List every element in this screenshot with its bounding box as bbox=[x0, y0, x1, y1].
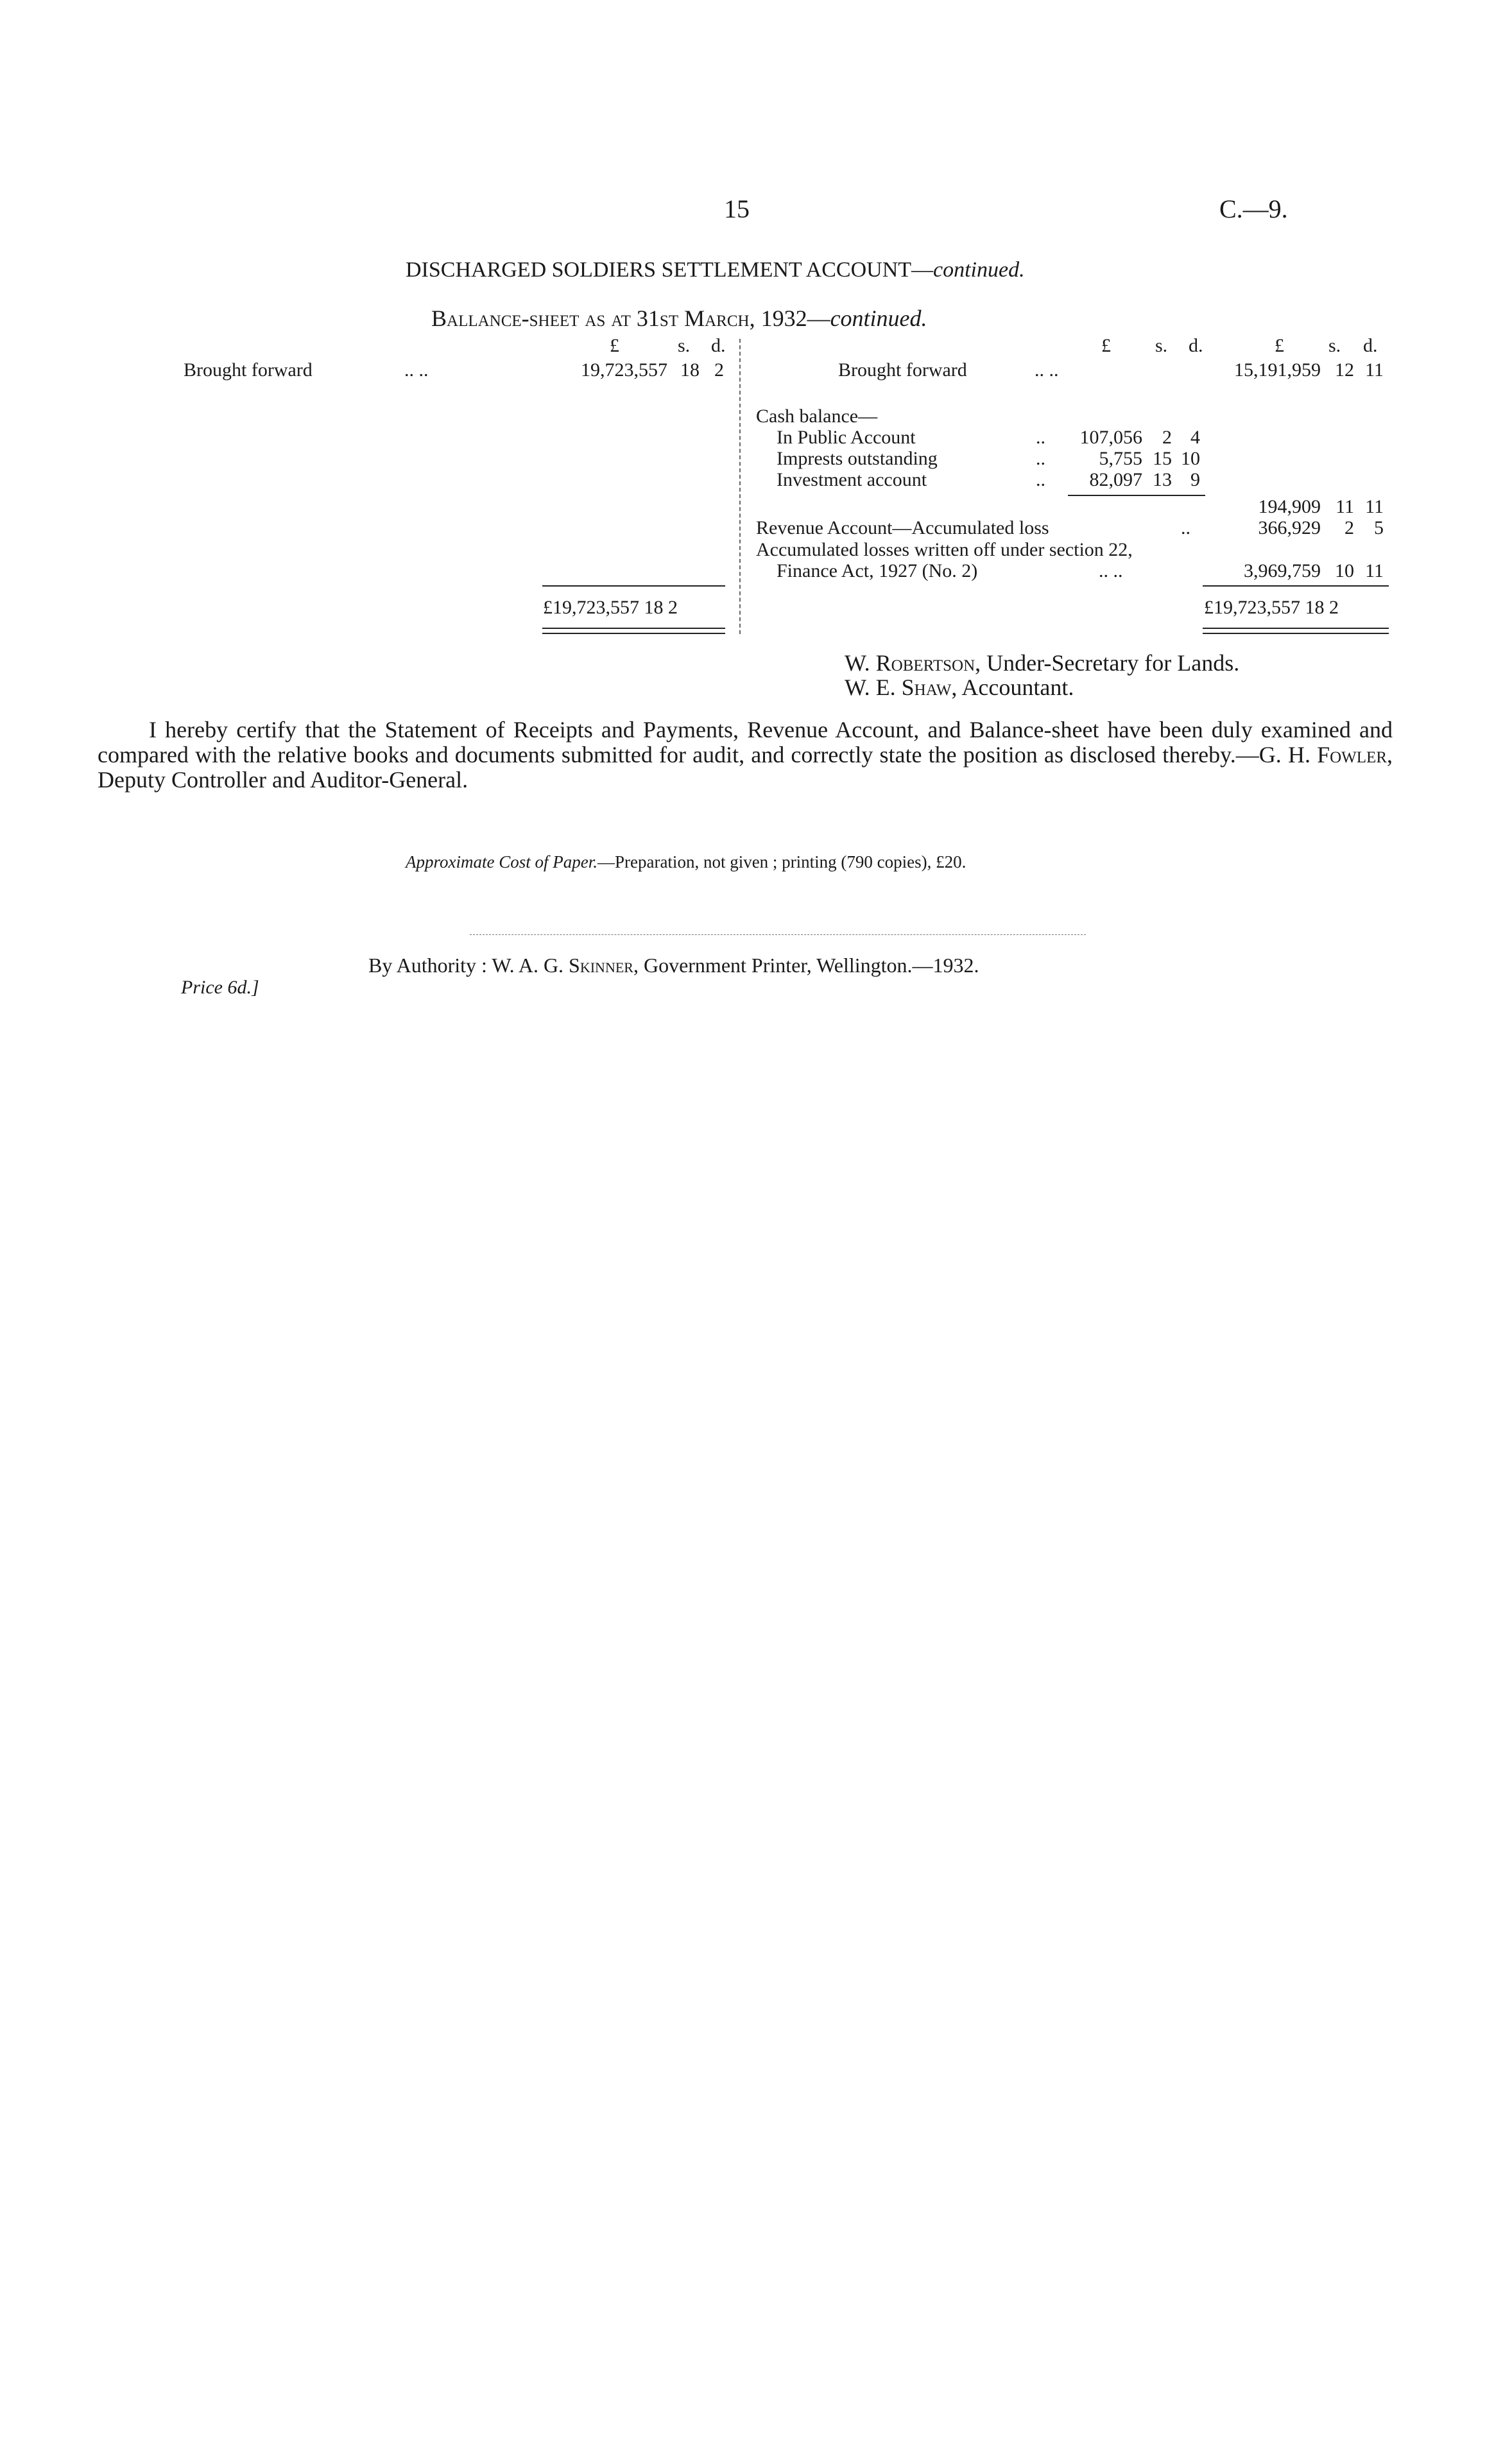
losses-shillings: 10 bbox=[1335, 560, 1354, 581]
page-number: 15 bbox=[724, 194, 750, 223]
authority-prefix: By Authority : W. A. G. bbox=[368, 954, 569, 977]
signature-name: W. Robertson, bbox=[845, 650, 981, 676]
cash-item-shillings: 2 bbox=[1162, 427, 1172, 448]
account-title bbox=[406, 258, 1025, 282]
cash-item-pence: 4 bbox=[1190, 427, 1200, 448]
cash-item-pounds: 82,097 bbox=[1089, 469, 1142, 490]
right-col-s-2: s. bbox=[1328, 335, 1341, 356]
printer-name: Skinner, bbox=[569, 954, 639, 977]
cash-subtotal-rule bbox=[1068, 495, 1205, 496]
left-brought-forward-leader: .. .. bbox=[404, 359, 429, 381]
signature-robertson bbox=[845, 649, 1239, 676]
cash-item-pounds: 5,755 bbox=[1099, 448, 1142, 469]
report-code: C.—9. bbox=[1219, 194, 1288, 223]
revenue-account-pence: 5 bbox=[1374, 517, 1384, 538]
account-title-main: DISCHARGED SOLDIERS SETTLEMENT ACCOUNT— bbox=[406, 258, 934, 282]
price: Price 6d.] bbox=[181, 977, 259, 998]
left-bf-shillings: 18 bbox=[680, 359, 700, 381]
balance-sheet-title bbox=[431, 305, 927, 332]
authority-suffix: Government Printer, Wellington.—1932. bbox=[638, 954, 979, 977]
right-col-d-1: d. bbox=[1189, 335, 1203, 356]
auditor-certificate bbox=[98, 717, 1393, 793]
signature-title: Accountant. bbox=[957, 674, 1074, 700]
certificate-text-end: Deputy Controller and Auditor-General. bbox=[98, 767, 468, 793]
left-col-s: s. bbox=[678, 335, 691, 356]
losses-label-line2: Finance Act, 1927 (No. 2) bbox=[777, 560, 978, 581]
cash-item-label: Imprests outstanding bbox=[777, 448, 938, 469]
cash-item-pounds: 107,056 bbox=[1079, 427, 1142, 448]
cost-note bbox=[406, 852, 966, 872]
left-col-pound: £ bbox=[610, 335, 619, 356]
left-brought-forward-label: Brought forward bbox=[184, 359, 313, 381]
right-bf-pence: 11 bbox=[1365, 359, 1384, 381]
certificate-text: I hereby certify that the Statement of Receipts and Payments, Revenue Account, and Balance-sheet have been duly examined and compared with the relative books and documents submitted for audit, and correctly state the position as disclosed thereby.—G. H. bbox=[98, 717, 1393, 768]
losses-pounds: 3,969,759 bbox=[1244, 560, 1321, 581]
revenue-account-label: Revenue Account—Accumulated loss bbox=[756, 517, 1049, 538]
cost-note-text: —Preparation, not given ; printing (790 copies), £20. bbox=[597, 852, 966, 871]
right-col-pound-1: £ bbox=[1101, 335, 1111, 356]
cash-subtotal-pence: 11 bbox=[1365, 496, 1384, 517]
cash-item-pence: 9 bbox=[1190, 469, 1200, 490]
cash-item-leader: .. bbox=[1036, 469, 1045, 490]
cash-item-leader: .. bbox=[1036, 427, 1045, 448]
signature-title: Under-Secretary for Lands. bbox=[981, 650, 1240, 676]
cost-note-label: Approximate Cost of Paper. bbox=[406, 852, 597, 871]
cash-item-label: In Public Account bbox=[777, 427, 916, 448]
revenue-account-leader: .. bbox=[1181, 517, 1190, 538]
signature-name: W. E. Shaw, bbox=[845, 674, 958, 700]
right-brought-forward-leader: .. .. bbox=[1035, 359, 1059, 381]
left-total: £19,723,557 18 2 bbox=[543, 597, 678, 618]
right-total: £19,723,557 18 2 bbox=[1204, 597, 1339, 618]
revenue-account-pounds: 366,929 bbox=[1258, 517, 1321, 538]
right-total-double-rule bbox=[1203, 628, 1389, 634]
losses-leader: .. .. bbox=[1099, 560, 1123, 581]
cash-balance-label: Cash balance— bbox=[756, 406, 878, 427]
right-total-rule bbox=[1203, 585, 1389, 587]
authority-line bbox=[368, 954, 979, 977]
footer-rule bbox=[470, 934, 1086, 935]
left-total-double-rule bbox=[542, 628, 725, 634]
left-bf-pounds: 19,723,557 bbox=[581, 359, 667, 381]
right-brought-forward-label: Brought forward bbox=[838, 359, 967, 381]
left-bf-pence: 2 bbox=[714, 359, 724, 381]
cash-item-shillings: 15 bbox=[1153, 448, 1172, 469]
cash-item-label: Investment account bbox=[777, 469, 927, 490]
account-title-continued: continued. bbox=[933, 258, 1025, 282]
balance-sheet-title-continued: continued. bbox=[830, 305, 927, 331]
losses-pence: 11 bbox=[1365, 560, 1384, 581]
column-divider bbox=[739, 339, 741, 634]
cash-subtotal-pounds: 194,909 bbox=[1258, 496, 1321, 517]
left-total-rule bbox=[542, 585, 725, 587]
right-col-s-1: s. bbox=[1155, 335, 1168, 356]
cash-subtotal-shillings: 11 bbox=[1336, 496, 1354, 517]
right-bf-pounds: 15,191,959 bbox=[1234, 359, 1321, 381]
signature-shaw bbox=[845, 674, 1074, 701]
cash-item-pence: 10 bbox=[1181, 448, 1200, 469]
right-col-d-2: d. bbox=[1363, 335, 1378, 356]
right-bf-shillings: 12 bbox=[1335, 359, 1354, 381]
balance-sheet-title-main: Ballance-sheet as at 31st March, 1932— bbox=[431, 305, 830, 331]
cash-item-shillings: 13 bbox=[1153, 469, 1172, 490]
revenue-account-shillings: 2 bbox=[1344, 517, 1354, 538]
auditor-name: Fowler, bbox=[1317, 742, 1393, 768]
cash-item-leader: .. bbox=[1036, 448, 1045, 469]
right-col-pound-2: £ bbox=[1275, 335, 1284, 356]
losses-label-line1: Accumulated losses written off under section 22, bbox=[756, 539, 1133, 560]
left-col-d: d. bbox=[711, 335, 726, 356]
